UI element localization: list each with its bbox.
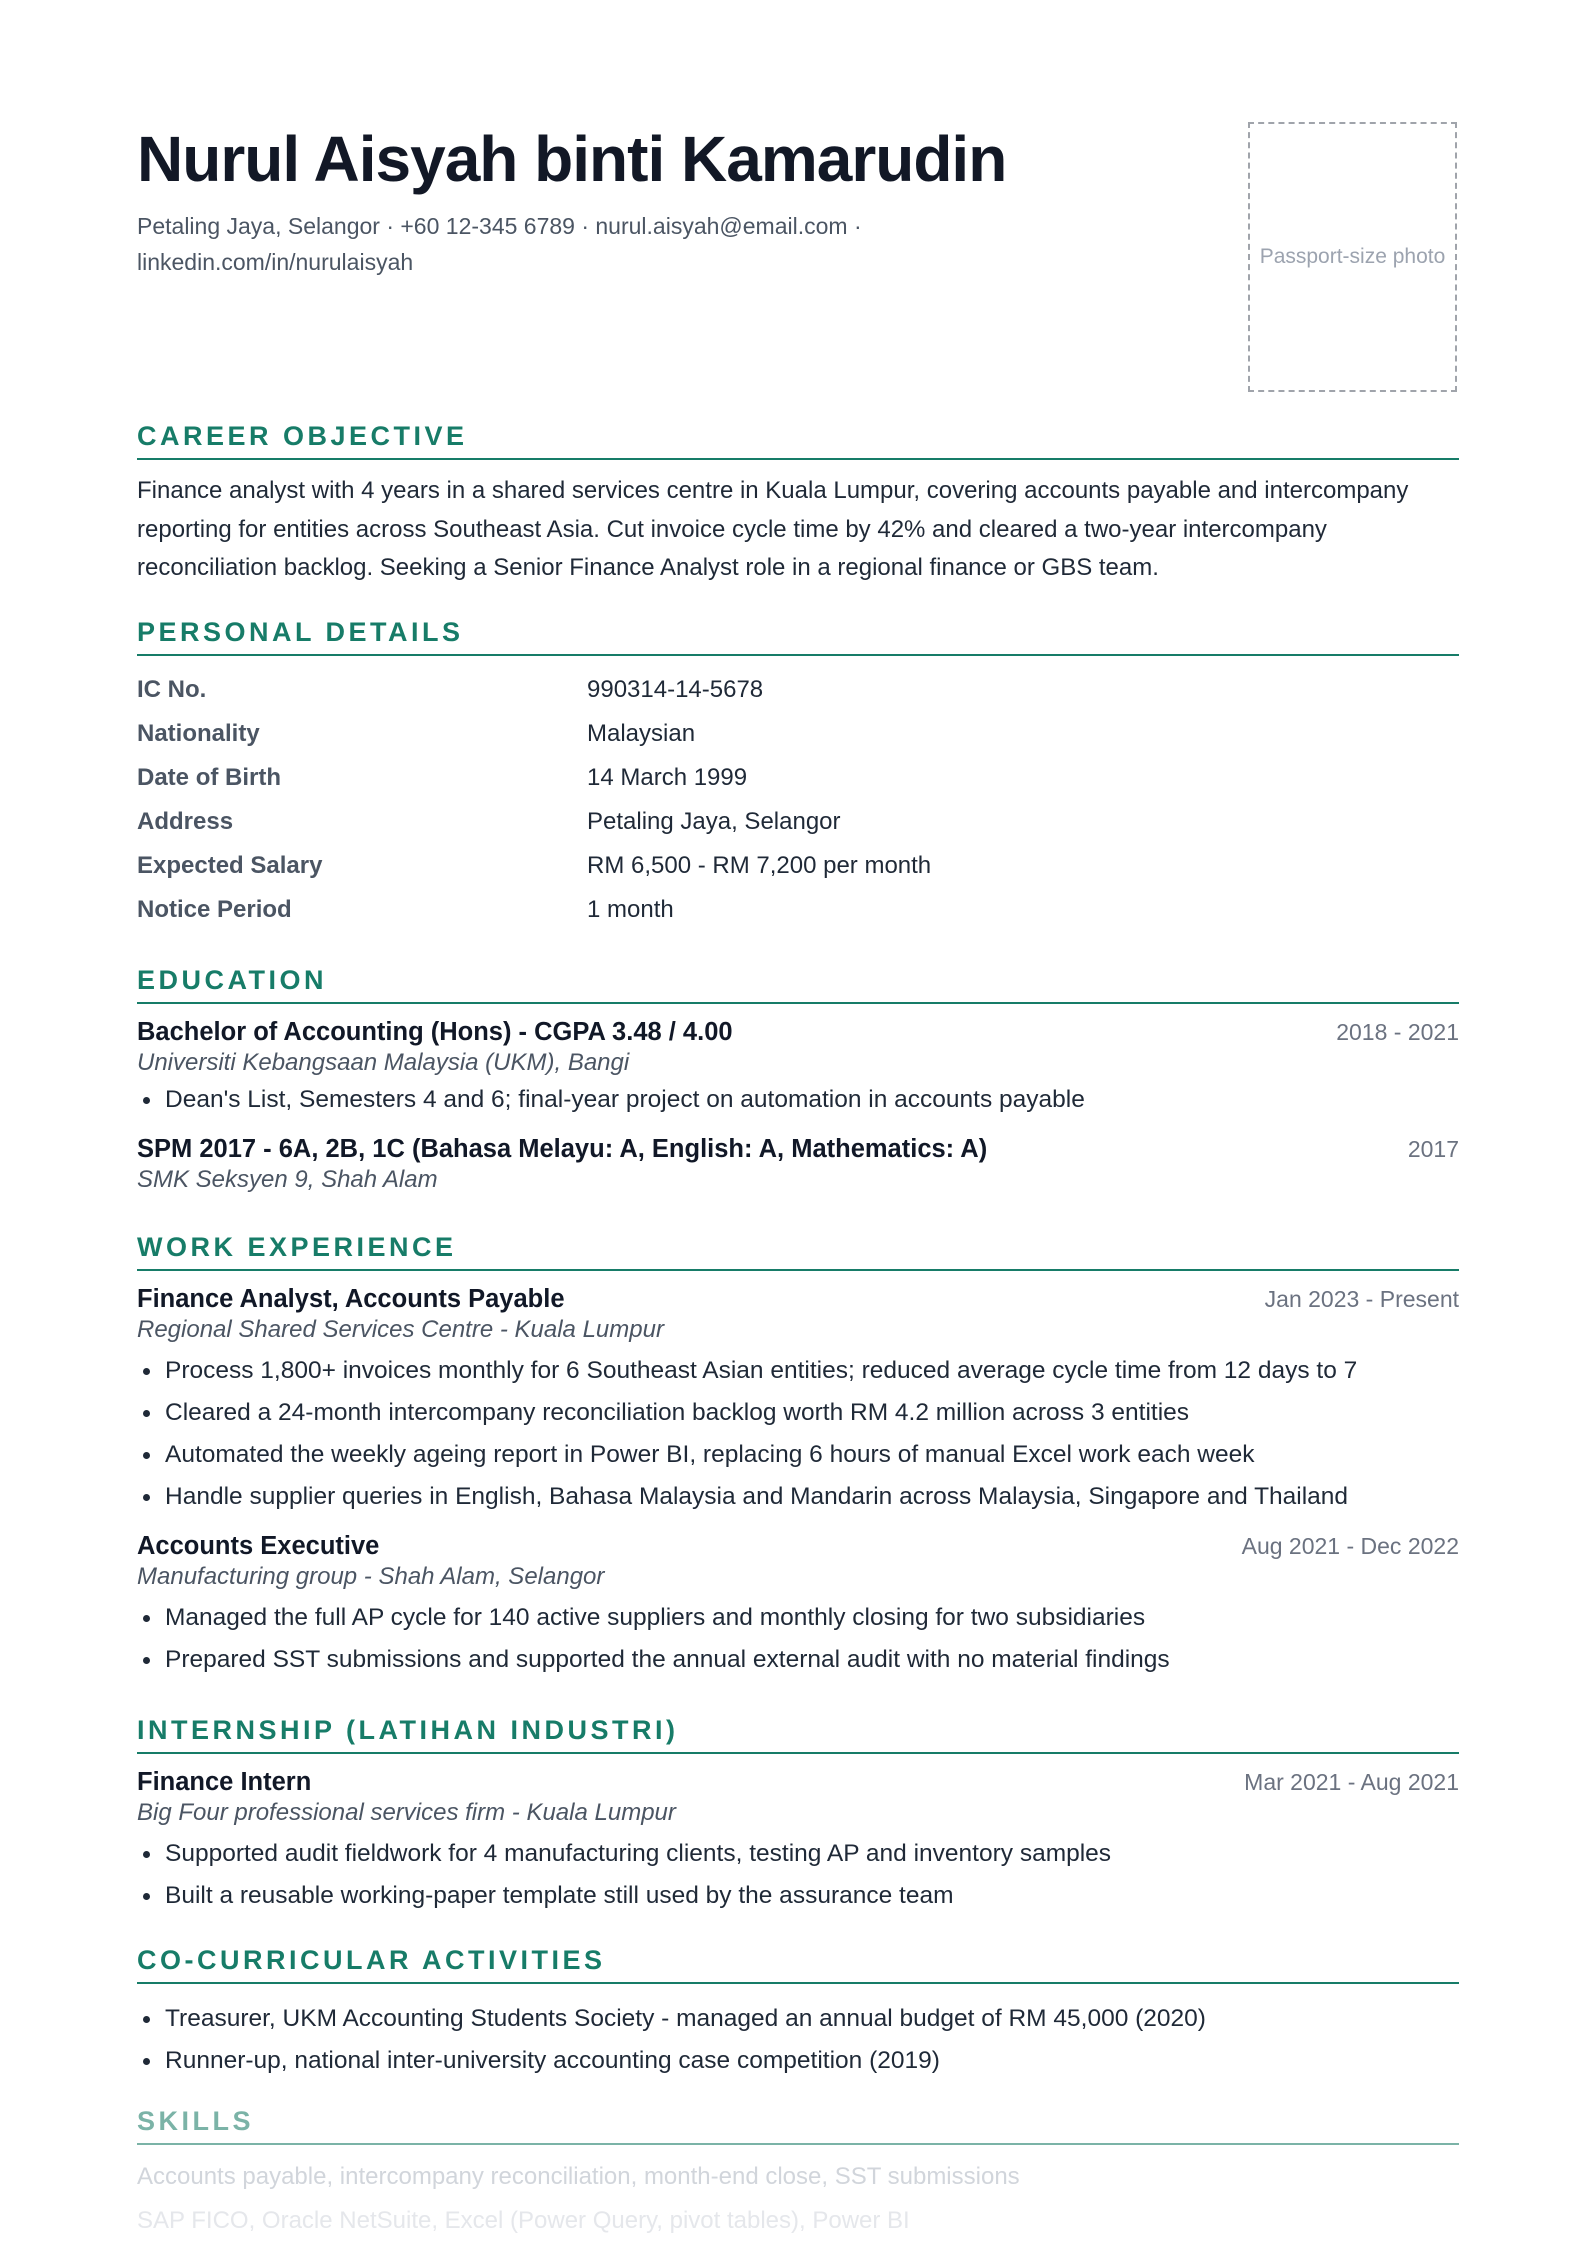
details-row — [137, 756, 1459, 800]
entry-title: Bachelor of Accounting (Hons) - CGPA 3.48 / 4.00 — [137, 1018, 733, 1046]
details-label: Nationality — [137, 720, 260, 747]
photo-placeholder — [1248, 122, 1457, 392]
entry-title: SPM 2017 - 6A, 2B, 1C (Bahasa Melayu: A, English: A, Mathematics: A) — [137, 1135, 988, 1163]
details-label: Date of Birth — [137, 764, 281, 791]
education-list — [137, 1018, 1459, 1194]
education-entry — [137, 1018, 1459, 1121]
details-label: Notice Period — [137, 896, 292, 923]
resume-header — [137, 0, 1459, 420]
details-value: 14 March 1999 — [587, 764, 748, 791]
work-entry — [137, 1532, 1459, 1681]
contact-line-1: Petaling Jaya, Selangor · +60 12-345 6789 · nurul.aisyah@email.com · — [137, 213, 862, 239]
details-value: Malaysian — [587, 720, 696, 747]
section-title: WORK EXPERIENCE — [137, 1232, 1459, 1271]
bullet-item: Dean's List, Semesters 4 and 6; final-year project on automation in accounts payable — [137, 1079, 1459, 1121]
bullet-item: Supported audit fieldwork for 4 manufacturing clients, testing AP and inventory samples — [137, 1833, 1459, 1875]
details-label: Expected Salary — [137, 852, 323, 879]
bullet-item: Treasurer, UKM Accounting Students Society - managed an annual budget of RM 45,000 (2020) — [137, 1998, 1459, 2040]
entry-employer: Big Four professional services firm - Kuala Lumpur — [137, 1799, 676, 1826]
bullet-item: Managed the full AP cycle for 140 active suppliers and monthly closing for two subsidiaries — [137, 1597, 1459, 1639]
internship-entry — [137, 1768, 1459, 1917]
entry-institution: SMK Seksyen 9, Shah Alam — [137, 1166, 438, 1193]
section-title: PERSONAL DETAILS — [137, 617, 1459, 656]
section-title: SKILLS — [137, 2106, 1459, 2145]
bullet-item: Automated the weekly ageing report in Power BI, replacing 6 hours of manual Excel work each week — [137, 1434, 1459, 1476]
details-value: 990314-14-5678 — [587, 676, 764, 703]
contact-info — [137, 208, 997, 280]
section-work-experience — [137, 1232, 1459, 1695]
bullet-list — [137, 1079, 1459, 1121]
bullet-item: Handle supplier queries in English, Bahasa Malaysia and Mandarin across Malaysia, Singapore and Thailand — [137, 1476, 1459, 1518]
contact-line-2: linkedin.com/in/nurulaisyah — [137, 249, 414, 275]
entry-institution: Universiti Kebangsaan Malaysia (UKM), Bangi — [137, 1049, 630, 1076]
skills-line: SAP FICO, Oracle NetSuite, Excel (Power Query, pivot tables), Power BI — [137, 2207, 910, 2234]
section-title: INTERNSHIP (LATIHAN INDUSTRI) — [137, 1715, 1459, 1754]
details-row — [137, 844, 1459, 888]
entry-date: 2018 - 2021 — [1336, 1019, 1459, 1045]
skills-line: Accounts payable, intercompany reconciliation, month-end close, SST submissions — [137, 2163, 1020, 2190]
section-career-objective — [137, 421, 1459, 588]
section-personal-details — [137, 617, 1459, 932]
section-internship — [137, 1715, 1459, 1931]
entry-title: Finance Intern — [137, 1768, 312, 1796]
objective-text: Finance analyst with 4 years in a shared services centre in Kuala Lumpur, covering accounts payable and intercompany reporting for entities across Southeast Asia. Cut invoice cycle time by 42% and cleared a two-year intercompany reconciliation backlog. Seeking a Senior Finance Analyst role in a regional finance or GBS team. — [137, 477, 1409, 581]
entry-date: Aug 2021 - Dec 2022 — [1241, 1533, 1459, 1559]
section-title: CAREER OBJECTIVE — [137, 421, 1459, 460]
candidate-name: Nurul Aisyah binti Kamarudin — [137, 123, 1007, 195]
entry-employer: Manufacturing group - Shah Alam, Selangor — [137, 1563, 605, 1590]
bullet-list — [137, 1350, 1459, 1518]
bullet-list — [137, 1998, 1459, 2082]
entry-title: Finance Analyst, Accounts Payable — [137, 1285, 565, 1313]
bullet-item: Prepared SST submissions and supported the annual external audit with no material findings — [137, 1639, 1459, 1681]
entry-date: Mar 2021 - Aug 2021 — [1244, 1769, 1459, 1795]
details-value: 1 month — [587, 896, 674, 923]
entry-employer: Regional Shared Services Centre - Kuala Lumpur — [137, 1316, 664, 1343]
bullet-list — [137, 1597, 1459, 1681]
section-skills — [137, 2106, 1459, 2243]
personal-details-table — [137, 668, 1459, 932]
internship-list — [137, 1768, 1459, 1917]
details-row — [137, 888, 1459, 932]
entry-title: Accounts Executive — [137, 1532, 380, 1560]
section-title: CO-CURRICULAR ACTIVITIES — [137, 1945, 1459, 1984]
entry-date: 2017 — [1407, 1136, 1459, 1162]
entry-date: Jan 2023 - Present — [1264, 1286, 1459, 1312]
details-label: IC No. — [137, 676, 207, 703]
section-title: EDUCATION — [137, 965, 1459, 1004]
bullet-list — [137, 1833, 1459, 1917]
education-entry — [137, 1135, 1459, 1194]
details-value: RM 6,500 - RM 7,200 per month — [587, 852, 932, 879]
bullet-item: Runner-up, national inter-university accounting case competition (2019) — [137, 2040, 1459, 2082]
skills-list — [137, 2155, 1459, 2243]
bullet-item: Built a reusable working-paper template still used by the assurance team — [137, 1875, 1459, 1917]
bullet-item: Cleared a 24-month intercompany reconciliation backlog worth RM 4.2 million across 3 entities — [137, 1392, 1459, 1434]
details-row — [137, 712, 1459, 756]
work-entry — [137, 1285, 1459, 1518]
section-co-curricular — [137, 1945, 1459, 2082]
details-value: Petaling Jaya, Selangor — [587, 808, 841, 835]
resume-page — [137, 0, 1459, 2234]
photo-placeholder-label: Passport-size photo — [1259, 245, 1446, 268]
details-label: Address — [137, 808, 234, 835]
section-education — [137, 965, 1459, 1208]
details-row — [137, 800, 1459, 844]
details-row — [137, 668, 1459, 712]
bullet-item: Process 1,800+ invoices monthly for 6 Southeast Asian entities; reduced average cycle time from 12 days to 7 — [137, 1350, 1459, 1392]
work-list — [137, 1285, 1459, 1681]
